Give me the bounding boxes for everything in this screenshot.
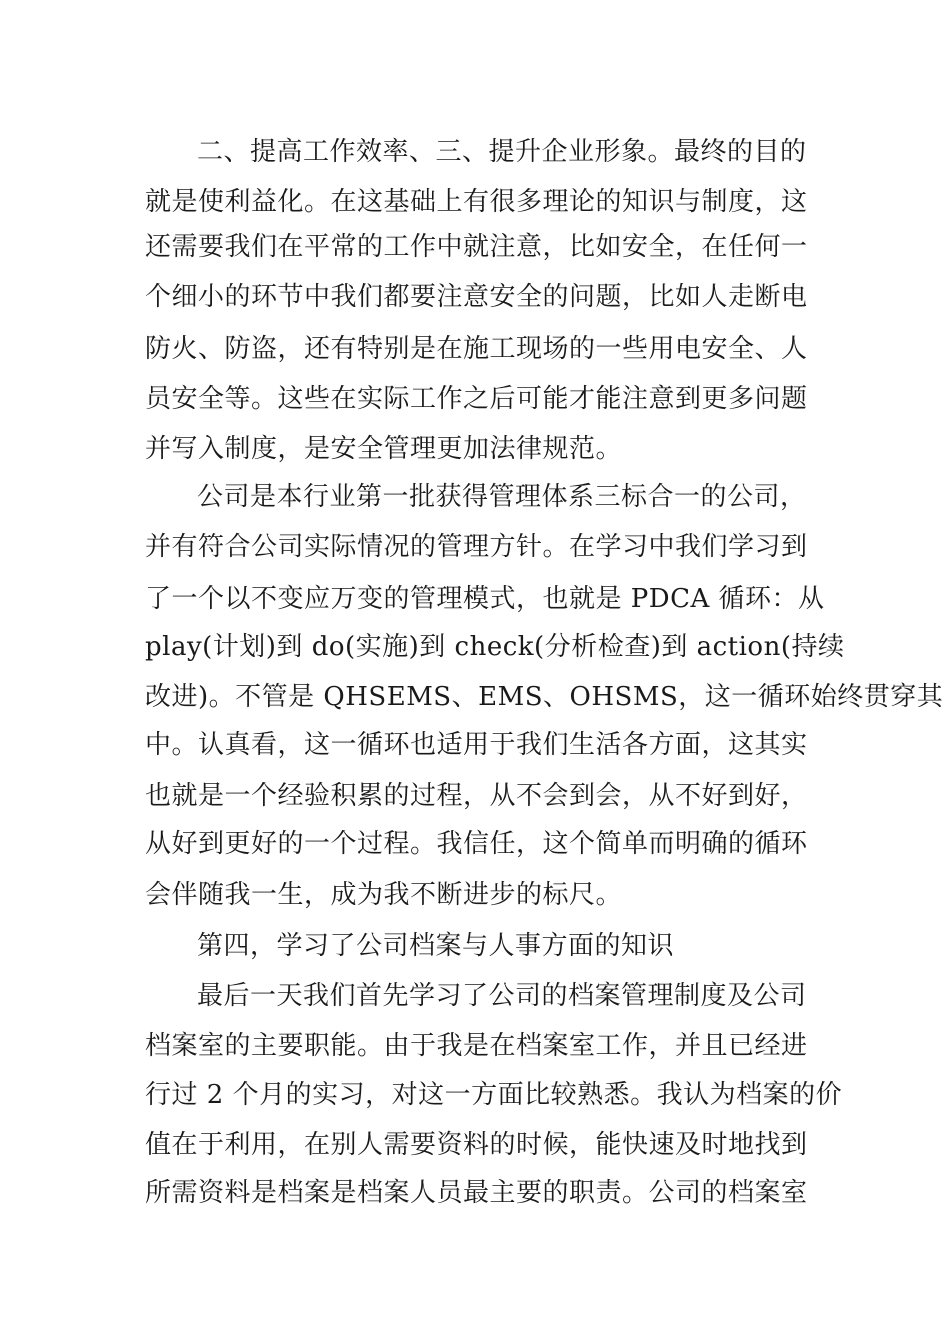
text-line-18: 最后一天我们首先学习了公司的档案管理制度及公司 [197,981,807,1011]
text-line-2: 就是使利益化。在这基础上有很多理论的知识与制度，这 [145,187,808,217]
text-line-3: 还需要我们在平常的工作中就注意，比如安全，在任何一 [145,232,808,262]
text-line-14: 也就是一个经验积累的过程，从不会到会，从不好到好， [145,781,808,811]
section-heading: 第四，学习了公司档案与人事方面的知识 [197,931,675,961]
text-line-19: 档案室的主要职能。由于我是在档案室工作，并且已经进 [145,1031,808,1061]
text-line-1: 二、提高工作效率、三、提升企业形象。最终的目的 [197,137,807,167]
text-line-15: 从好到更好的一个过程。我信任，这个简单而明确的循环 [145,829,808,859]
text-line-4: 个细小的环节中我们都要注意安全的问题，比如人走断电 [145,282,808,312]
text-line-7: 并写入制度，是安全管理更加法律规范。 [145,434,623,464]
text-line-6: 员安全等。这些在实际工作之后可能才能注意到更多问题 [145,384,808,414]
text-line-9: 并有符合公司实际情况的管理方针。在学习中我们学习到 [145,532,808,562]
text-line-13: 中。认真看，这一循环也适用于我们生活各方面，这其实 [145,730,808,760]
text-line-8: 公司是本行业第一批获得管理体系三标合一的公司， [197,482,807,512]
text-line-10: 了一个以不变应万变的管理模式，也就是 PDCA 循环：从 [145,584,825,614]
text-line-12: 改进)。不管是 QHSEMS、EMS、OHSMS，这一循环始终贯穿其 [145,682,944,712]
text-line-22: 所需资料是档案是档案人员最主要的职责。公司的档案室 [145,1178,808,1208]
text-line-16: 会伴随我一生，成为我不断进步的标尺。 [145,880,623,910]
text-line-20: 行过 2 个月的实习，对这一方面比较熟悉。我认为档案的价 [145,1080,843,1110]
text-line-21: 值在于利用，在别人需要资料的时候，能快速及时地找到 [145,1130,808,1160]
text-line-5: 防火、防盗，还有特别是在施工现场的一些用电安全、人 [145,334,808,364]
text-line-11: play(计划)到 do(实施)到 check(分析检查)到 action(持续 [145,632,845,662]
